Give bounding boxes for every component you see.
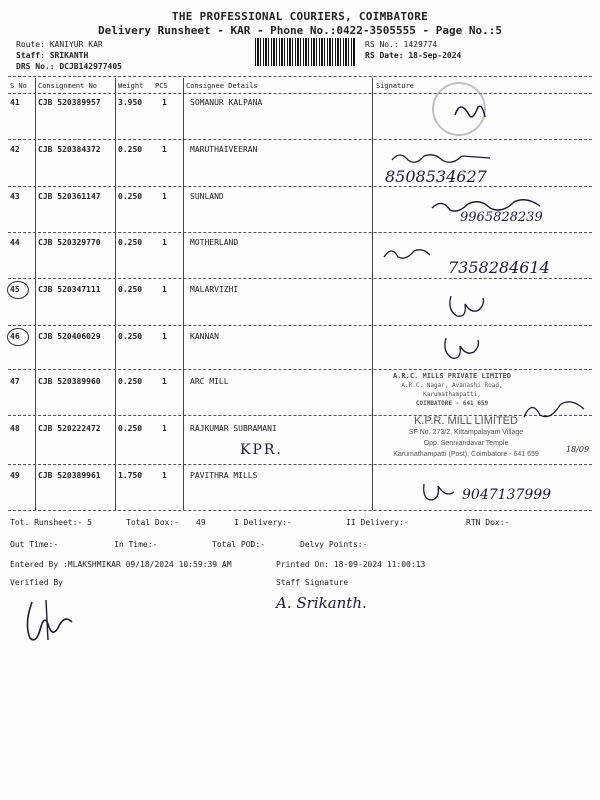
date-scrawl: 18/09 <box>566 445 590 454</box>
row-rule <box>8 369 592 370</box>
rs-date: RS Date: 18-Sep-2024 <box>365 51 462 60</box>
row-consignee: SOMANUR KALPANA <box>190 98 263 107</box>
delvy-points: Delvy Points:- <box>300 540 368 549</box>
row-consignment: CJB 520329770 <box>38 238 101 247</box>
route-label: Route: KANIYUR KAR <box>16 40 103 49</box>
row-consignee: MARUTHAIVEERAN <box>190 145 258 154</box>
staff-name: SRIKANTH <box>49 51 89 60</box>
signature-45 <box>445 290 490 322</box>
row-rule <box>8 325 592 326</box>
arc-stamp-line4: COIMBATORE - 641 659 <box>415 400 489 407</box>
row-weight: 3.950 <box>118 98 143 107</box>
table-top-rule <box>8 76 592 77</box>
tot-runsheet: Tot. Runsheet:- 5 <box>10 518 92 527</box>
drs-number: DCJB142977405 <box>59 62 122 71</box>
entered-by: Entered By :MLAKSHMIKAR 09/18/2024 10:59:39 AM <box>10 560 232 569</box>
phone-42: 8508534627 <box>385 167 487 186</box>
row-consignee: KANNAN <box>190 332 219 341</box>
signature-41 <box>450 95 490 130</box>
ii-delivery: II Delivery:- <box>346 518 409 527</box>
signature-49 <box>420 478 460 506</box>
kpr-handwritten: KPR. <box>240 442 283 458</box>
col-divider <box>35 78 36 510</box>
staff-signature-label: Staff Signature <box>276 578 349 587</box>
row-pcs: 1 <box>162 377 167 386</box>
row-rule <box>8 464 592 465</box>
phone-43: 9965828239 <box>460 210 543 225</box>
row-sno: 48 <box>10 424 20 433</box>
row-consignee: RAJKUMAR SUBRAMANI <box>190 424 277 433</box>
drs-line <box>16 61 122 72</box>
kpr-stamp-line4: Karumathampatti (Post), Coimbatore - 641 659 <box>393 451 539 458</box>
row-pcs: 1 <box>162 192 167 201</box>
staff-handwritten-signature: A. Srikanth. <box>276 594 367 612</box>
row-consignee: MALARVIZHI <box>190 285 239 294</box>
signature-46 <box>440 332 485 364</box>
rtn-dox: RTN Dox:- <box>466 518 510 527</box>
rs-number: RS No.: 1429774 <box>365 40 438 49</box>
row-consignment: CJB 520347111 <box>38 285 101 294</box>
row-consignment: CJB 520389960 <box>38 377 101 386</box>
row-sno: 44 <box>10 238 20 247</box>
row-weight: 1.750 <box>118 471 143 480</box>
header-bottom-rule <box>8 93 592 94</box>
arc-stamp-line3: Karumathampatti, <box>423 391 481 398</box>
total-dox-value: 49 <box>196 518 206 527</box>
row-consignment: CJB 520389957 <box>38 98 101 107</box>
row-consignment: CJB 520222472 <box>38 424 101 433</box>
printed-on: Printed On: 18-09-2024 11:00:13 <box>276 560 426 569</box>
col-header-consignee: Consignee Details <box>186 82 258 90</box>
row-sno: 46 <box>10 332 20 341</box>
arc-stamp-line1: A.R.C. MILLS PRIVATE LIMITED <box>392 372 511 380</box>
verified-by: Verified By <box>10 578 63 587</box>
row-consignment: CJB 520361147 <box>38 192 101 201</box>
phone-44: 7358284614 <box>448 258 550 277</box>
row-sno: 41 <box>10 98 20 107</box>
circle-mark <box>7 281 29 299</box>
col-header-weight: Weight <box>118 82 144 90</box>
row-weight: 0.250 <box>118 145 143 154</box>
total-dox-label: Total Dox:- <box>126 518 179 527</box>
row-weight: 0.250 <box>118 285 143 294</box>
row-pcs: 1 <box>162 238 167 247</box>
row-weight: 0.250 <box>118 192 143 201</box>
col-header-signature: Signature <box>376 82 414 90</box>
row-sno: 49 <box>10 471 20 480</box>
row-consignee: MOTHERLAND <box>190 238 239 247</box>
col-divider <box>372 78 373 510</box>
staff-label: Staff: <box>16 51 45 60</box>
table-bottom-rule <box>8 510 592 511</box>
kpr-stamp-line1: K.P.R. MILL LIMITED <box>414 415 518 427</box>
in-time: In Time:- <box>114 540 158 549</box>
row-consignment: CJB 520384372 <box>38 145 101 154</box>
row-weight: 0.250 <box>118 424 143 433</box>
col-divider <box>183 78 184 510</box>
runsheet-subtitle: Delivery Runsheet - KAR - Phone No.:0422-3505555 - Page No.:5 <box>98 24 502 37</box>
row-rule <box>8 278 592 279</box>
verifier-signature <box>18 594 78 646</box>
row-weight: 0.250 <box>118 332 143 341</box>
row-pcs: 1 <box>162 98 167 107</box>
col-header-consignment: Consignment No <box>38 82 98 90</box>
i-delivery: I Delivery:- <box>234 518 292 527</box>
col-header-sno: S No <box>10 82 27 90</box>
row-consignee: SUNLAND <box>190 192 224 201</box>
drs-label: DRS No.: <box>16 62 55 71</box>
signature-44 <box>382 243 442 263</box>
row-pcs: 1 <box>162 145 167 154</box>
row-consignment: CJB 520406029 <box>38 332 101 341</box>
row-pcs: 1 <box>162 471 167 480</box>
kpr-stamp-line2: SF No. 273/2, Kittampalayam Village <box>408 429 524 436</box>
phone-49: 9047137999 <box>462 487 552 503</box>
total-pod: Total POD:- <box>212 540 265 549</box>
circle-mark <box>7 328 29 346</box>
row-sno: 45 <box>10 285 20 294</box>
col-header-pcs: PCS <box>155 82 168 90</box>
kpr-stamp-line3: Opp. Senniandavar Temple <box>423 440 509 447</box>
row-rule <box>8 139 592 140</box>
col-divider <box>115 78 116 510</box>
row-consignment: CJB 520389961 <box>38 471 101 480</box>
arc-stamp-line2: A.R.C. Nagar, Avanashi Road, <box>401 382 503 389</box>
barcode <box>255 38 355 66</box>
row-pcs: 1 <box>162 424 167 433</box>
row-sno: 43 <box>10 192 20 201</box>
row-pcs: 1 <box>162 285 167 294</box>
row-rule <box>8 232 592 233</box>
row-consignee: PAVITHRA MILLS <box>190 471 258 480</box>
kpr-stamp <box>376 416 556 460</box>
row-rule <box>8 186 592 187</box>
company-title: THE PROFESSIONAL COURIERS, COIMBATORE <box>171 10 429 23</box>
row-sno: 42 <box>10 145 20 154</box>
arc-mill-stamp <box>372 372 532 408</box>
row-weight: 0.250 <box>118 377 143 386</box>
out-time: Out Time:- <box>10 540 59 549</box>
signature-42 <box>390 148 500 168</box>
staff-line <box>16 50 88 61</box>
row-sno: 47 <box>10 377 20 386</box>
row-pcs: 1 <box>162 332 167 341</box>
row-weight: 0.250 <box>118 238 143 247</box>
row-consignee: ARC MILL <box>190 377 229 386</box>
